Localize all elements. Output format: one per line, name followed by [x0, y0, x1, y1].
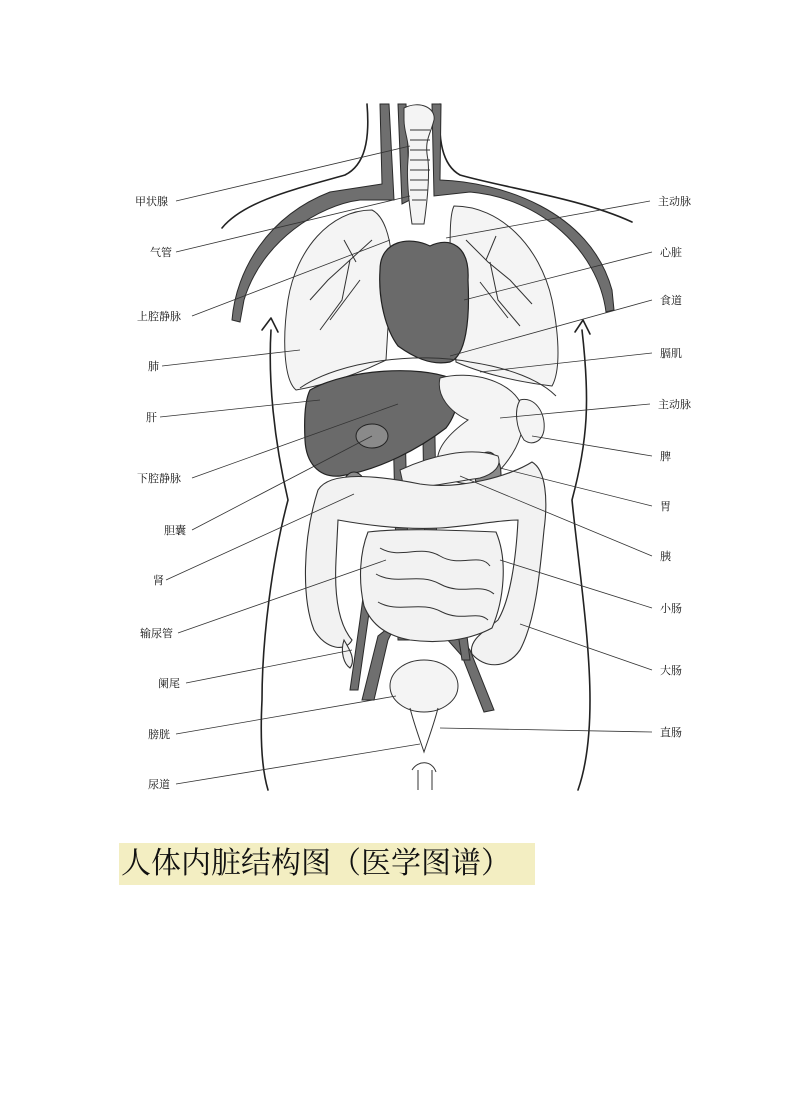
- label-urethra: 尿道: [148, 778, 170, 791]
- heart: [380, 241, 469, 363]
- urethra-shape: [410, 708, 438, 752]
- label-large-intestine: 大肠: [660, 664, 682, 677]
- figure-caption: 人体内脏结构图（医学图谱）: [121, 846, 511, 881]
- label-aorta-top: 主动脉: [658, 195, 691, 208]
- label-diaphragm: 膈肌: [660, 347, 682, 360]
- label-thyroid: 甲状腺: [135, 195, 168, 208]
- label-trachea: 气管: [150, 246, 172, 259]
- label-esophagus: 食道: [660, 294, 682, 307]
- label-appendix: 阑尾: [158, 677, 180, 690]
- label-pancreas: 胰: [660, 550, 671, 563]
- label-liver: 肝: [146, 411, 157, 424]
- label-lung: 肺: [148, 360, 159, 373]
- label-bladder: 膀胱: [148, 728, 170, 741]
- bladder: [390, 660, 458, 712]
- label-rectum: 直肠: [660, 726, 682, 739]
- label-gallbladder: 胆囊: [164, 524, 186, 537]
- label-spleen: 脾: [660, 450, 671, 463]
- label-small-intestine: 小肠: [660, 602, 682, 615]
- small-intestine: [361, 530, 504, 642]
- label-stomach: 胃: [660, 500, 671, 513]
- label-kidney: 肾: [153, 574, 164, 587]
- labels-right: [658, 194, 691, 739]
- label-heart: 心脏: [660, 246, 682, 259]
- label-svc: 上腔静脉: [137, 310, 181, 323]
- labels-left: [135, 194, 186, 791]
- label-aorta-bottom: 主动脉: [658, 398, 691, 411]
- label-ureter: 输尿管: [140, 627, 173, 640]
- label-ivc: 下腔静脉: [137, 472, 181, 485]
- thyroid-trachea: [404, 105, 434, 224]
